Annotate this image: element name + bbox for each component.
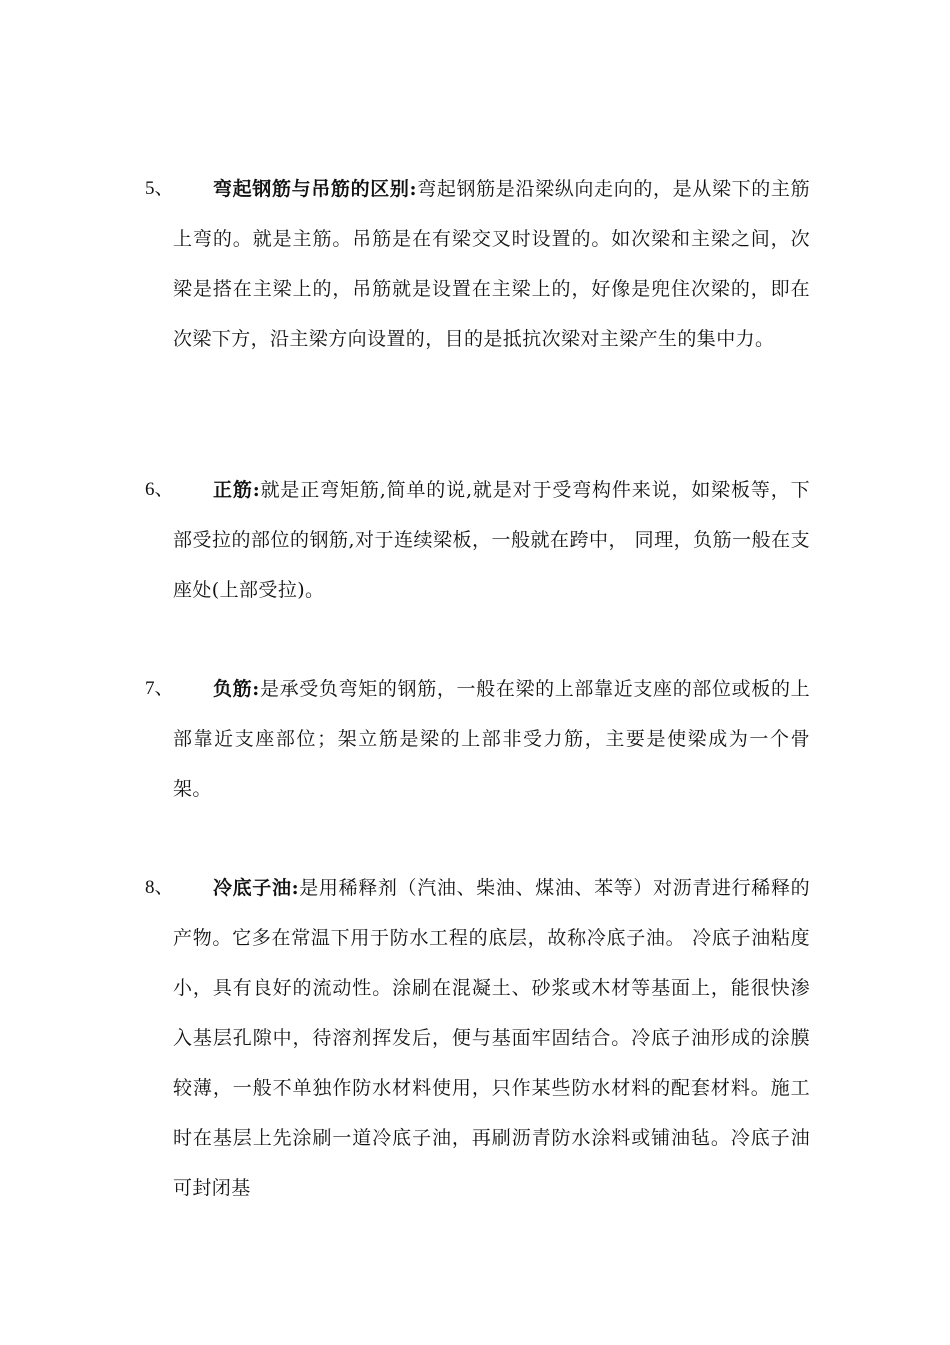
item-term: 正筋: (213, 479, 261, 501)
item-paragraph (173, 164, 810, 364)
item-term: 弯起钢筋与吊筋的区别: (213, 178, 417, 200)
item-text: 弯起钢筋是沿梁纵向走向的，是从梁下的主筋上弯的。就是主筋。吊筋是在有梁交叉时设置的。如次梁和主梁之间，次梁是搭在主梁上的，吊筋就是设置在主梁上的，好像是兜住次梁的，即在次梁下方，沿主梁方向设置的，目的是抵抗次梁对主梁产生的集中力。 (173, 178, 810, 350)
item-text: 是用稀释剂（汽油、柴油、煤油、苯等）对沥青进行稀释的产物。它多在常温下用于防水工程的底层，故称冷底子油。 冷底子油粘度小，具有良好的流动性。涂刷在混凝土、砂浆或木材等基面上，能很快渗入基层孔隙中，待溶剂挥发后，便与基面牢固结合。冷底子油形成的涂膜较薄，一般不单独作防水材料使用，只作某些防水材料的配套材料。施工时在基层上先涂刷一道冷底子油，再刷沥青防水涂料或铺油毡。冷底子油可封闭基 (173, 877, 811, 1199)
item-number: 5、 (145, 178, 174, 199)
item-number: 6、 (145, 479, 174, 500)
item-number: 7、 (145, 678, 174, 699)
definition-item-5 (145, 164, 810, 364)
item-paragraph (173, 863, 810, 1213)
item-text: 就是正弯矩筋,简单的说,就是对于受弯构件来说，如梁板等，下部受拉的部位的钢筋,对于连续梁板，一般就在跨中， 同理，负筋一般在支座处(上部受拉)。 (173, 479, 810, 601)
definition-item-8 (145, 863, 810, 1213)
item-number: 8、 (145, 877, 174, 898)
item-term: 负筋: (213, 678, 260, 700)
definition-item-7 (145, 664, 810, 814)
item-paragraph (173, 664, 810, 814)
item-term: 冷底子油: (213, 877, 300, 899)
item-paragraph (173, 465, 810, 615)
definition-item-6 (145, 465, 810, 615)
item-text: 是承受负弯矩的钢筋，一般在梁的上部靠近支座的部位或板的上部靠近支座部位；架立筋是梁的上部非受力筋，主要是使梁成为一个骨架。 (173, 678, 811, 800)
